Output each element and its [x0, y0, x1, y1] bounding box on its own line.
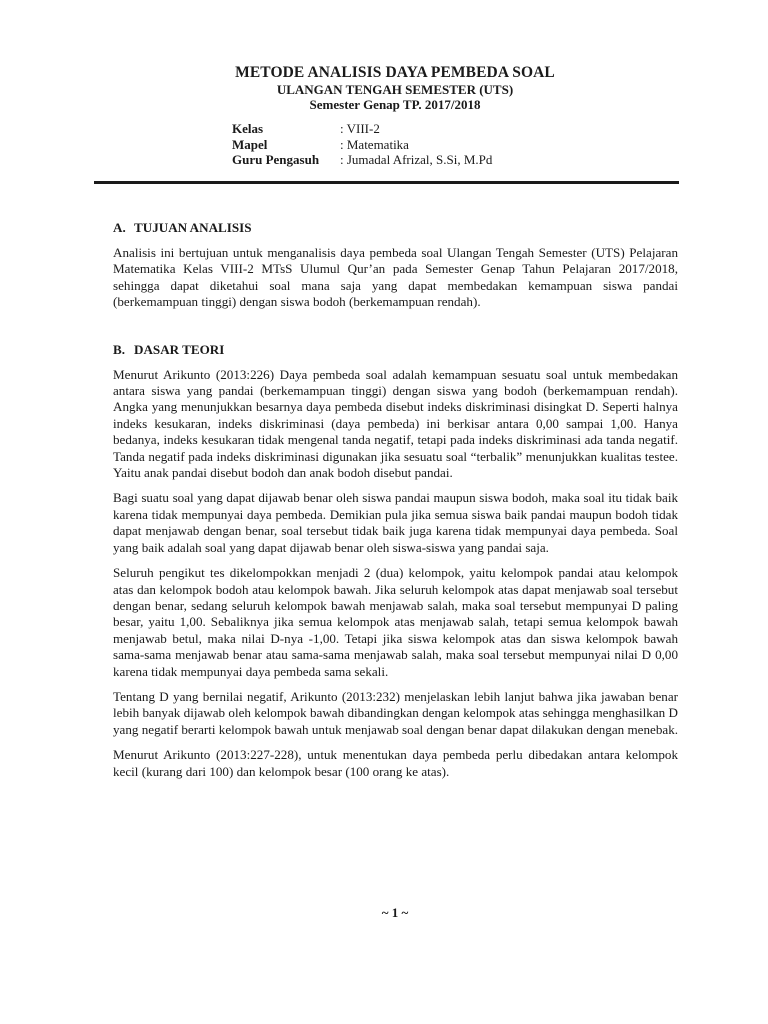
document-semester: Semester Genap TP. 2017/2018 — [309, 97, 481, 112]
paragraph: Seluruh pengikut tes dikelompokkan menjadi 2 (dua) kelompok, yaitu kelompok pandai atau kelompok atas dan kelompok bodoh atau kelompok bawah. Jika seluruh kelompok atas dapat menjawab soal tersebut dengan benar, sedang seluruh kelompok bawah menjawab salah, maka soal tersebut mempunyai D paling besar, yaitu 1,00. Sebaliknya jika semua kelompok atas menjawab salah, tetapi semua kelompok bawah menjawab betul, maka nilai D-nya -1,00. Tetapi jika siswa kelompok atas dan siswa kelompok bawah sama-sama menjawab benar atau sama-sama menjawab salah, maka soal tersebut mempunyai nilai D 0,00 karena tidak mempunyai daya pembeda sama sekali. — [113, 565, 678, 679]
section-letter: A. — [113, 220, 126, 235]
paragraph: Tentang D yang bernilai negatif, Arikunto (2013:232) menjelaskan lebih lanjut bahwa jika jawaban benar lebih banyak dijawab oleh kelompok bawah dibandingkan dengan kelompok atas sehingga menghasilkan D yang negatif berarti kelompok bawah untuk menjawab soal dengan benar dapat dilakukan dengan menebak. — [113, 688, 679, 737]
info-value: : Jumadal Afrizal, S.Si, M.Pd — [340, 152, 493, 167]
document-title: METODE ANALISIS DAYA PEMBEDA SOAL — [235, 64, 555, 81]
document-subtitle: ULANGAN TENGAH SEMESTER (UTS) — [276, 82, 514, 97]
section-title: TUJUAN ANALISIS — [134, 220, 252, 235]
document-body — [113, 219, 678, 789]
info-label: Kelas — [232, 121, 264, 136]
paragraph: Menurut Arikunto (2013:226) Daya pembeda soal adalah kemampuan sesuatu soal untuk membedakan antara siswa yang pandai (berkemampuan tinggi) dengan siswa yang bodoh (berkemampuan rendah). Angka yang menunjukkan besarnya daya pembeda disebut indeks diskriminasi disingkat D. Seperti halnya indeks kesukaran, indeks diskriminasi (daya pembeda) ini berkisar antara 0,00 sampai 1,00. Hanya bedanya, indeks kesukaran tidak mengenal tanda negatif, tetapi pada indeks diskriminasi ada tanda negatif. Tanda negatif pada indeks diskriminasi digunakan jika sesuatu soal “terbalik” menunjukkan kualitas testee. Yaitu anak pandai disebut bodoh dan anak bodoh disebut pandai. — [113, 366, 678, 481]
info-value: : Matematika — [340, 136, 409, 152]
page-number: ~ 1 ~ — [381, 905, 409, 920]
section-letter: B. — [113, 341, 126, 357]
section-title: DASAR TEORI — [134, 341, 225, 357]
paragraph: Menurut Arikunto (2013:227-228), untuk menentukan daya pembeda perlu dibedakan antara kelompok kecil (kurang dari 100) dan kelompok besar (100 orang ke atas). — [113, 747, 678, 779]
info-value: : VIII-2 — [340, 121, 380, 136]
paragraph: Bagi suatu soal yang dapat dijawab benar oleh siswa pandai maupun siswa bodoh, maka soal itu tidak baik karena tidak mempunyai daya pembeda. Demikian pula jika semua siswa baik pandai maupun bodoh tidak dapat menjawab dengan benar, soal tersebut tidak baik juga karena tidak mempunyai daya pembeda. Soal yang baik adalah soal yang dapat dijawab benar oleh siswa-siswa yang pandai saja. — [113, 490, 678, 555]
section-heading-a — [113, 219, 678, 236]
paragraph: Analisis ini bertujuan untuk menganalisis daya pembeda soal Ulangan Tengah Semester (UTS) Pelajaran Matematika Kelas VIII-2 MTsS Ulumul Qur’an pada Semester Genap Tahun Pelajaran 2017/2018, sehingga dapat diketahui soal mana saja yang dapat membedakan kemampuan siswa pandai (berkemampuan tinggi) dengan siswa bodoh (berkemampuan rendah). — [113, 245, 678, 310]
section-spacer — [113, 320, 678, 341]
info-row-guru — [232, 152, 492, 168]
info-label: Mapel — [232, 136, 268, 152]
section-heading-b — [113, 341, 678, 358]
info-row-kelas — [232, 121, 492, 137]
info-label: Guru Pengasuh — [232, 152, 320, 167]
info-block — [232, 121, 492, 168]
header-divider — [94, 181, 679, 184]
document-header — [0, 64, 768, 112]
info-row-mapel — [232, 137, 492, 153]
